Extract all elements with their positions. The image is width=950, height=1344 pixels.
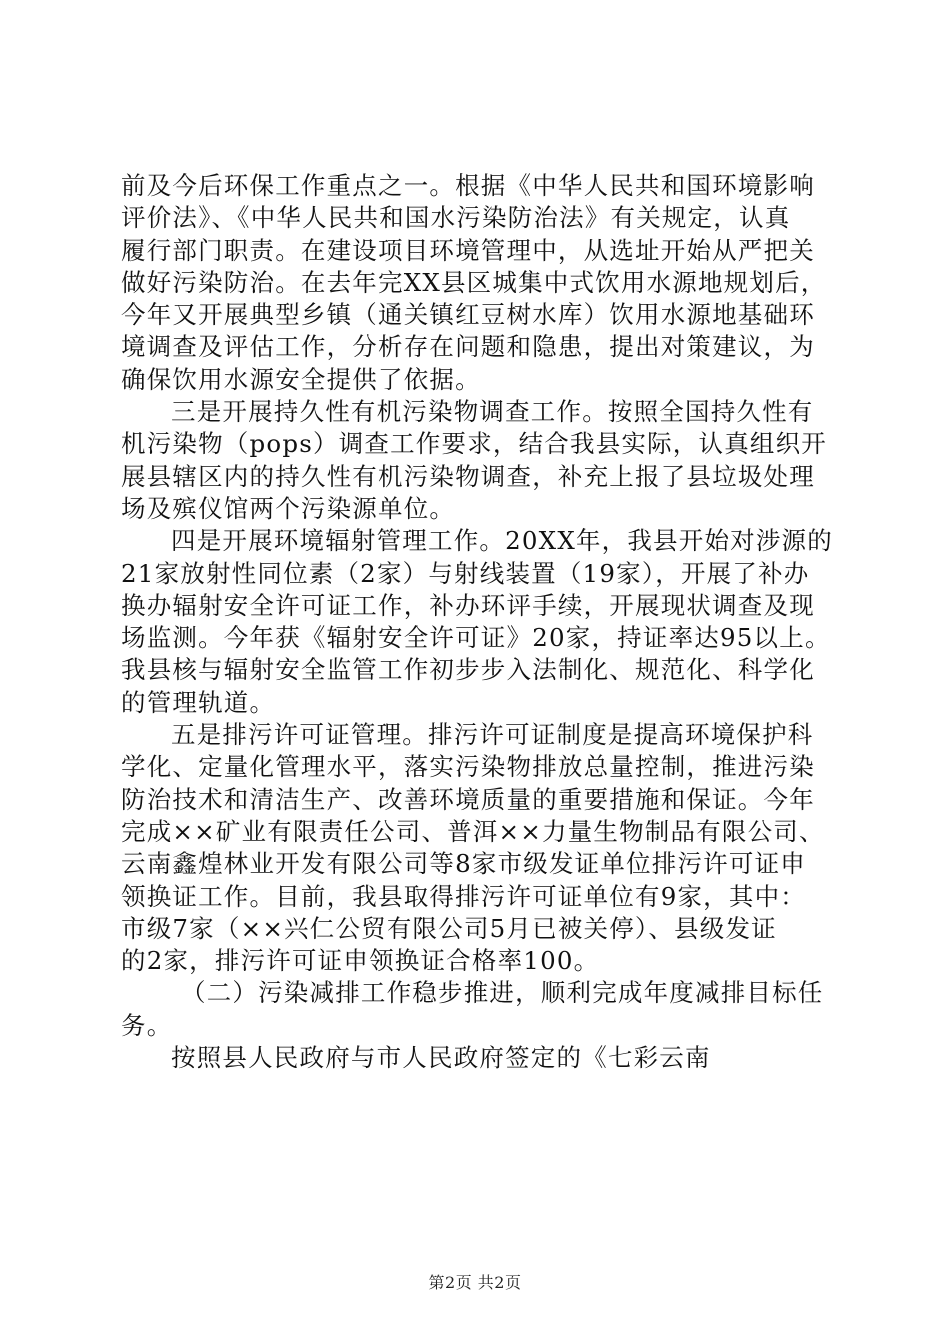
text-line: 做好污染防治。在去年完XX县区城集中式饮用水源地规划后，: [121, 267, 827, 297]
page-number-label: 第2页 共2页: [428, 1273, 522, 1292]
text-line: 21家放射性同位素（2家）与射线装置（19家），开展了补办: [121, 558, 810, 588]
text-line: 前及今后环保工作重点之一。根据《中华人民共和国环境影响: [121, 171, 815, 200]
text-line: 境调查及评估工作，分析存在问题和隐患，提出对策建议，为: [121, 332, 815, 362]
text-line: 今年又开展典型乡镇（通关镇红豆树水库）饮用水源地基础环: [121, 300, 815, 330]
body-text: [121, 170, 841, 1074]
text-line: 展县辖区内的持久性有机污染物调查，补充上报了县垃圾处理: [121, 461, 815, 491]
paragraph-start-line: 四是开展环境辐射管理工作。20XX年，我县开始对涉源的: [171, 526, 833, 556]
text-line: 的2家，排污许可证申领换证合格率100。: [121, 946, 600, 976]
paragraph-start-line: 三是开展持久性有机污染物调查工作。按照全国持久性有: [171, 397, 814, 427]
text-line: 我县核与辐射安全监管工作初步步入法制化、规范化、科学化: [121, 655, 815, 685]
text-line: 学化、定量化管理水平，落实污染物排放总量控制，推进污染: [121, 752, 815, 782]
text-line: 换办辐射安全许可证工作，补办环评手续，开展现状调查及现: [121, 590, 815, 620]
text-line: 场及殡仪馆两个污染源单位。: [121, 493, 456, 523]
section-heading-line: （二）污染减排工作稳步推进，顺利完成年度减排目标任: [181, 978, 824, 1008]
page-footer: [0, 1270, 950, 1293]
text-line: 的管理轨道。: [121, 687, 276, 717]
text-line: 防治技术和清洁生产、改善环境质量的重要措施和保证。今年: [121, 784, 815, 814]
text-line: 领换证工作。目前，我县取得排污许可证单位有9家，其中：: [121, 881, 806, 911]
text-line: 机污染物（pops）调查工作要求，结合我县实际，认真组织开: [121, 429, 827, 459]
paragraph-start-line: 五是排污许可证管理。排污许可证制度是提高环境保护科: [171, 720, 814, 750]
text-line: 云南鑫煌林业开发有限公司等8家市级发证单位排污许可证申: [121, 849, 806, 879]
text-line: 场监测。今年获《辐射安全许可证》20家，持证率达95以上。: [121, 623, 831, 653]
text-line: 完成××矿业有限责任公司、普洱××力量生物制品有限公司、: [121, 816, 825, 846]
text-line: 市级7家（××兴仁公贸有限公司5月已被关停）、县级发证: [121, 913, 777, 943]
text-line: 确保饮用水源安全提供了依据。: [121, 364, 481, 394]
paragraph-start-line: 按照县人民政府与市人民政府签定的《七彩云南: [171, 1043, 711, 1073]
text-line: 评价法》、《中华人民共和国水污染防治法》有关规定，认真: [121, 203, 791, 233]
text-line: 务。: [121, 1010, 173, 1040]
text-line: 履行部门职责。在建设项目环境管理中，从选址开始从严把关: [121, 235, 815, 265]
